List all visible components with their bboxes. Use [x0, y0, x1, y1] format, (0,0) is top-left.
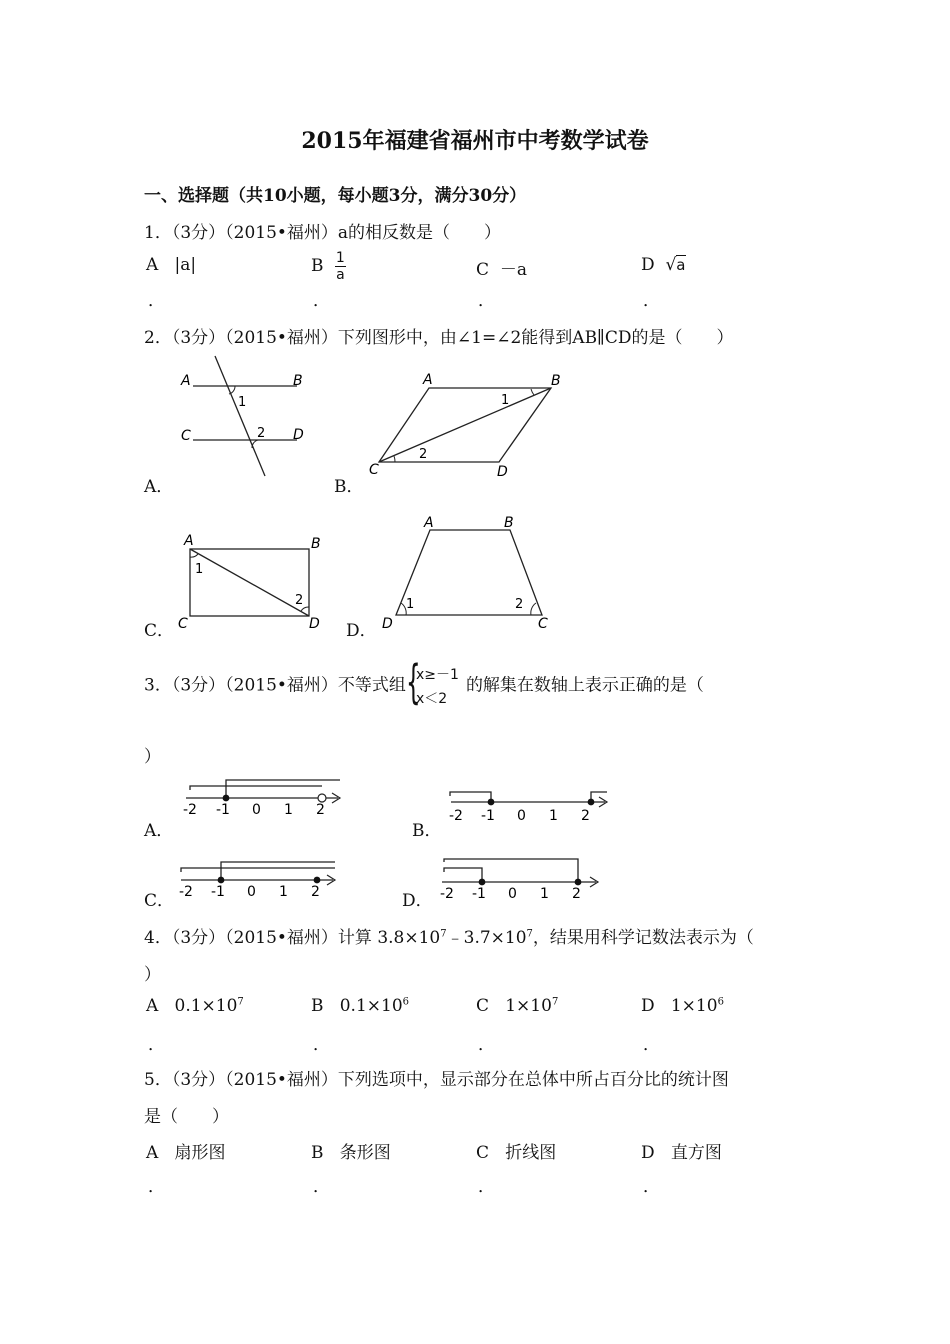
fig-angle-1: 1 — [238, 395, 247, 410]
inequality-1: x≥－1 — [415, 667, 459, 683]
tick-label: 2 — [311, 884, 320, 900]
q3-stem-after: 的解集在数轴上表示正确的是（ — [465, 675, 704, 696]
q2-figure-c — [175, 530, 325, 634]
q2-option-b[interactable]: B． — [334, 477, 364, 497]
fig-angle-2: 2 — [257, 426, 266, 441]
tick-label: 1 — [279, 884, 288, 900]
tick-label: 1 — [284, 802, 293, 818]
fig-label-a: A — [423, 372, 433, 388]
q5-option-a[interactable] — [146, 1138, 226, 1163]
page-title: 2015年福建省福州市中考数学试卷 — [301, 128, 649, 154]
brace-icon: { — [405, 655, 421, 709]
fig-angle-1: 1 — [501, 393, 510, 408]
fig-label-a: A — [184, 533, 194, 549]
q2-stem: 2．（3分）（2015•福州）下列图形中，由∠1=∠2能得到AB∥CD的是（ ） — [144, 328, 734, 348]
tick-label: -2 — [179, 884, 193, 900]
q5-dot-c: ． — [478, 1177, 495, 1197]
fig-label-d: D — [382, 616, 393, 632]
q4-stem-before: 4．（3分）（2015•福州）计算 3.8×10 — [144, 928, 441, 948]
q1-option-a-text: |a| — [174, 255, 197, 275]
q4-option-d-base: 1×10 — [670, 996, 718, 1016]
tick-label: 1 — [540, 886, 549, 902]
q4-option-a-letter: A — [146, 996, 159, 1016]
q5-option-d[interactable] — [641, 1138, 722, 1163]
q1-stem: 1．（3分）（2015•福州）a的相反数是（ ） — [144, 223, 502, 243]
q5-option-d-text: 直方图 — [670, 1143, 722, 1163]
q4-dot-a: ． — [148, 1035, 165, 1055]
fig-label-d: D — [309, 616, 320, 632]
fig-label-c: C — [178, 616, 188, 632]
fig-label-b: B — [311, 536, 321, 552]
q5-dot-d: ． — [643, 1177, 660, 1197]
q4-dot-b: ． — [313, 1035, 330, 1055]
q1-option-a[interactable] — [146, 255, 196, 275]
q4-option-d-letter: D — [641, 996, 655, 1016]
q5-stem: 5．（3分）（2015•福州）下列选项中，显示部分在总体中所占百分比的统计图 — [144, 1070, 729, 1090]
q2-figure-d — [378, 512, 556, 632]
q4-dot-d: ． — [643, 1035, 660, 1055]
q3-numberline-c — [175, 856, 340, 902]
q4-option-c-letter: C — [476, 996, 490, 1016]
q4-dot-c: ． — [478, 1035, 495, 1055]
tick-label: 2 — [572, 886, 581, 902]
q4-option-b-exp: 6 — [402, 996, 410, 1008]
q1-dot-a: ． — [148, 291, 165, 311]
q5-option-b[interactable] — [311, 1138, 391, 1163]
fig-label-a: A — [424, 515, 434, 531]
fig-angle-1: 1 — [406, 597, 415, 612]
tick-label: -2 — [440, 886, 454, 902]
fig-label-c: C — [369, 462, 379, 478]
q2-figure-a — [175, 352, 315, 480]
q3-stem-end: ） — [144, 747, 161, 767]
q4-option-b[interactable] — [311, 996, 409, 1016]
fig-label-d: D — [497, 464, 508, 480]
fig-angle-1: 1 — [195, 562, 204, 577]
q5-option-a-letter: A — [146, 1143, 159, 1163]
q5-option-a-text: 扇形图 — [174, 1143, 226, 1163]
q3-option-a[interactable]: A． — [144, 821, 174, 841]
q1-option-d-radicand: a — [676, 256, 686, 274]
fig-angle-2: 2 — [295, 593, 304, 608]
fig-label-a: A — [181, 373, 191, 389]
fig-angle-2: 2 — [515, 597, 524, 612]
q3-numberline-d — [436, 854, 606, 902]
q4-option-c-exp: 7 — [551, 996, 559, 1008]
q5-option-b-text: 条形图 — [339, 1143, 391, 1163]
q5-option-c-text: 折线图 — [505, 1143, 557, 1163]
inequality-system — [405, 655, 466, 710]
q4-option-b-base: 0.1×10 — [339, 996, 403, 1016]
q2-option-c[interactable]: C． — [144, 621, 175, 641]
fig-label-b: B — [504, 515, 514, 531]
q1-option-b[interactable] — [311, 250, 346, 283]
fig-angle-2: 2 — [419, 447, 428, 462]
q1-option-c-text: －a — [499, 260, 527, 280]
fraction-denominator: a — [336, 267, 345, 283]
tick-label: -1 — [211, 884, 225, 900]
q1-dot-b: ． — [313, 291, 330, 311]
q4-option-a-base: 0.1×10 — [174, 996, 238, 1016]
q1-option-b-letter: B — [311, 256, 324, 276]
fig-label-d: D — [293, 427, 304, 443]
q4-exp1: 7 — [440, 928, 447, 940]
q1-option-d[interactable] — [641, 255, 686, 275]
q5-option-c[interactable] — [476, 1138, 556, 1163]
tick-label: 0 — [517, 808, 526, 824]
sqrt-icon: √ — [665, 255, 677, 275]
q4-option-d[interactable] — [641, 996, 724, 1016]
q3-option-c[interactable]: C． — [144, 891, 175, 911]
tick-label: -2 — [449, 808, 463, 824]
q1-option-c-letter: C — [476, 260, 490, 280]
fig-label-c: C — [538, 616, 548, 632]
fig-label-b: B — [293, 373, 303, 389]
q4-stem-end: ） — [144, 965, 161, 985]
q4-stem-after: ，结果用科学记数法表示为（ — [532, 928, 754, 948]
tick-label: 1 — [549, 808, 558, 824]
q4-option-b-letter: B — [311, 996, 324, 1016]
q2-option-a[interactable]: A． — [144, 477, 174, 497]
tick-label: 2 — [581, 808, 590, 824]
q1-option-b-fraction — [335, 250, 346, 283]
q5-option-d-letter: D — [641, 1143, 655, 1163]
q4-option-a[interactable] — [146, 996, 244, 1016]
q3-numberline-b — [445, 784, 615, 828]
q5-option-b-letter: B — [311, 1143, 324, 1163]
q4-option-d-exp: 6 — [717, 996, 724, 1008]
q3-stem-before: 3．（3分）（2015•福州）不等式组 — [144, 675, 406, 696]
q5-dot-b: ． — [313, 1177, 330, 1197]
q1-dot-c: ． — [478, 291, 495, 311]
tick-label: -1 — [472, 886, 486, 902]
q4-option-c-base: 1×10 — [505, 996, 552, 1016]
tick-label: 0 — [252, 802, 261, 818]
q1-option-a-letter: A — [146, 255, 159, 275]
q4-option-a-exp: 7 — [237, 996, 244, 1008]
q3-stem — [144, 655, 704, 710]
tick-label: -1 — [216, 802, 230, 818]
q4-mid: ﹣3.7×10 — [446, 928, 527, 948]
q2-figure-b — [365, 368, 570, 480]
fig-label-b: B — [551, 373, 561, 389]
q5-stem-line2: 是（ ） — [144, 1107, 229, 1127]
q4-option-c[interactable] — [476, 996, 558, 1016]
tick-label: -2 — [183, 802, 197, 818]
tick-label: -1 — [481, 808, 495, 824]
inequality-2: x＜2 — [415, 691, 448, 707]
q1-dot-d: ． — [643, 291, 660, 311]
q3-numberline-a — [180, 776, 345, 820]
tick-label: 0 — [508, 886, 517, 902]
q1-option-c[interactable] — [476, 255, 527, 280]
q3-option-b[interactable]: B． — [412, 821, 442, 841]
fraction-numerator: 1 — [335, 250, 345, 266]
q4-stem — [144, 923, 754, 948]
fig-label-c: C — [181, 428, 191, 444]
q4-exp2: 7 — [526, 928, 533, 940]
tick-label: 2 — [316, 802, 325, 818]
q1-option-d-letter: D — [641, 255, 655, 275]
q2-option-d[interactable]: D． — [346, 621, 377, 641]
tick-label: 0 — [247, 884, 256, 900]
q3-option-d[interactable]: D． — [402, 891, 433, 911]
q5-dot-a: ． — [148, 1177, 165, 1197]
section-heading: 一、选择题（共10小题，每小题3分，满分30分） — [144, 186, 527, 206]
q5-option-c-letter: C — [476, 1143, 490, 1163]
